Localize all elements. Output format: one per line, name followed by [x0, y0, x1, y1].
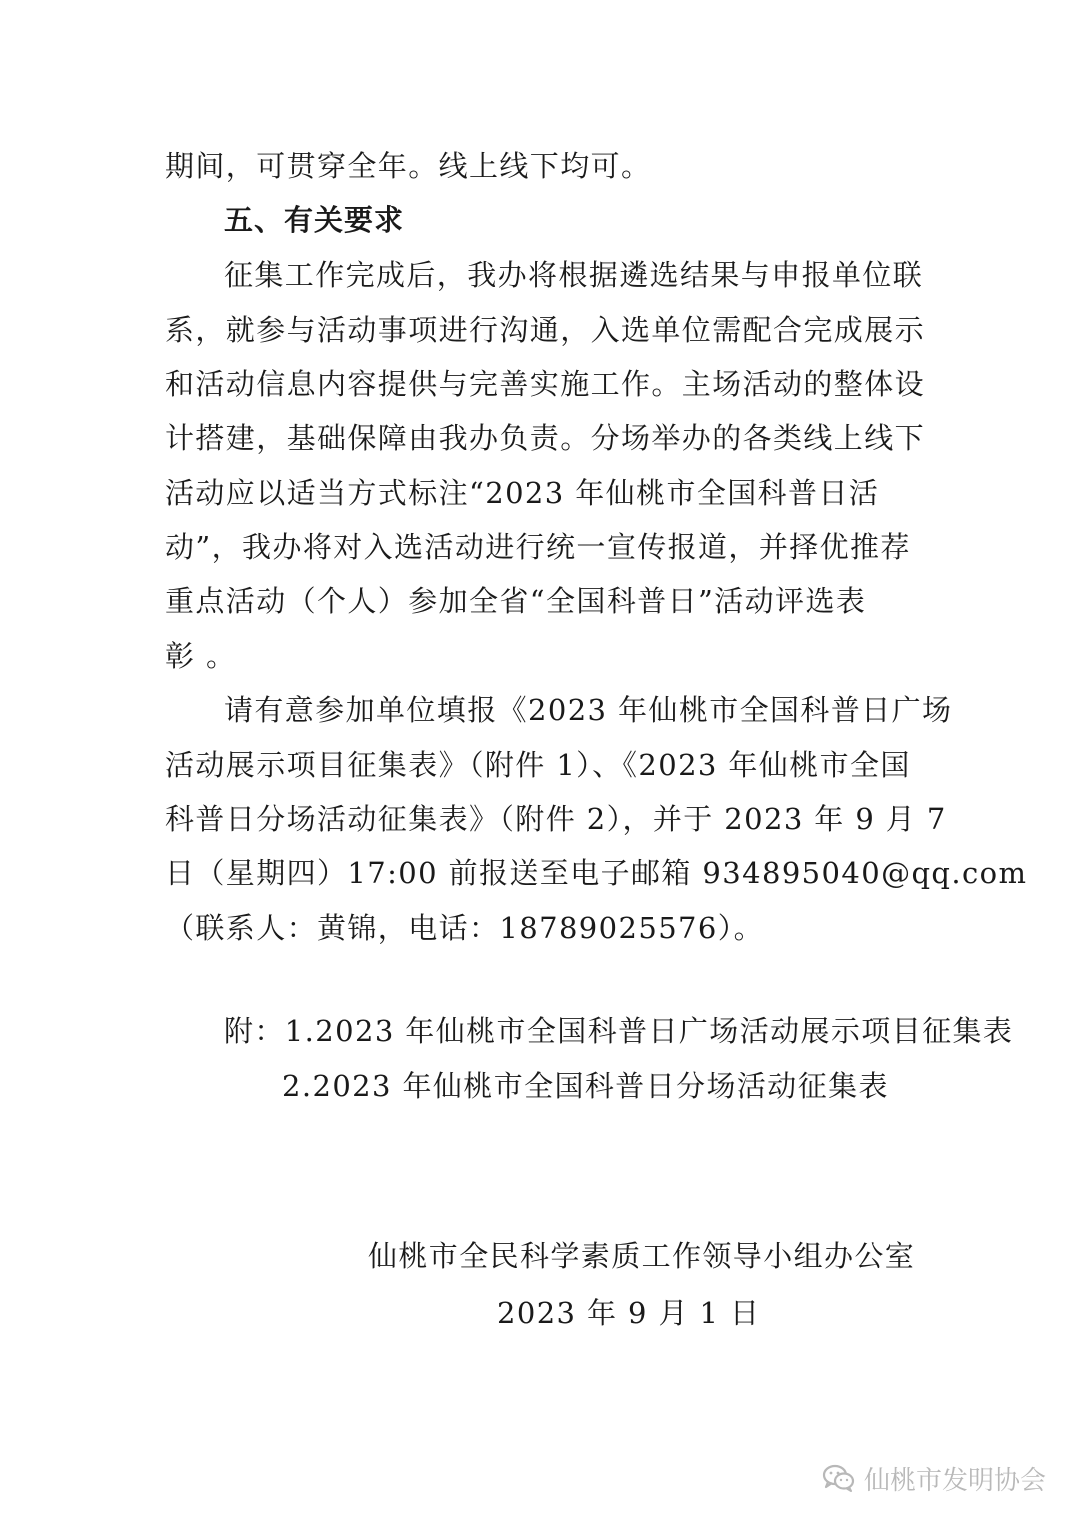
section-heading-requirements: 五、有关要求 — [224, 203, 405, 237]
body-line-4: 和活动信息内容提供与完善实施工作。主场活动的整体设 — [165, 367, 926, 401]
signature-date: 2023 年 9 月 1 日 — [497, 1296, 761, 1330]
body-line-3: 系，就参与活动事项进行沟通，入选单位需配合完成展示 — [165, 313, 926, 347]
wechat-icon — [822, 1464, 856, 1492]
watermark — [822, 1460, 1046, 1496]
signature-organization: 仙桃市全民科学素质工作领导小组办公室 — [368, 1239, 916, 1273]
body-line-2: 征集工作完成后，我办将根据遴选结果与申报单位联 — [224, 258, 924, 292]
body-line-9: 彰 。 — [165, 639, 237, 673]
body-line-7: 动”，我办将对入选活动进行统一宣传报道，并择优推荐 — [165, 530, 911, 564]
attachment-item-1: 附：1.2023 年仙桃市全国科普日广场活动展示项目征集表 — [224, 1014, 1014, 1048]
body-line-10: 请有意参加单位填报《2023 年仙桃市全国科普日广场 — [224, 693, 953, 727]
attachment-item-2: 2.2023 年仙桃市全国科普日分场活动征集表 — [282, 1069, 889, 1103]
body-line-13: 日（星期四）17:00 前报送至电子邮箱 934895040@qq.com — [165, 856, 1028, 890]
watermark-text: 仙桃市发明协会 — [864, 1465, 1047, 1496]
body-line-1: 期间，可贯穿全年。线上线下均可。 — [165, 149, 652, 183]
body-line-14: （联系人：黄锦，电话：18789025576）。 — [165, 911, 765, 945]
body-line-5: 计搭建，基础保障由我办负责。分场举办的各类线上线下 — [165, 421, 926, 455]
body-line-6: 活动应以适当方式标注“2023 年仙桃市全国科普日活 — [165, 476, 880, 510]
body-line-12: 科普日分场活动征集表》（附件 2），并于 2023 年 9 月 7 — [165, 802, 947, 836]
body-line-11: 活动展示项目征集表》（附件 1）、《2023 年仙桃市全国 — [165, 748, 911, 782]
body-line-8: 重点活动（个人）参加全省“全国科普日”活动评选表 — [165, 584, 867, 618]
